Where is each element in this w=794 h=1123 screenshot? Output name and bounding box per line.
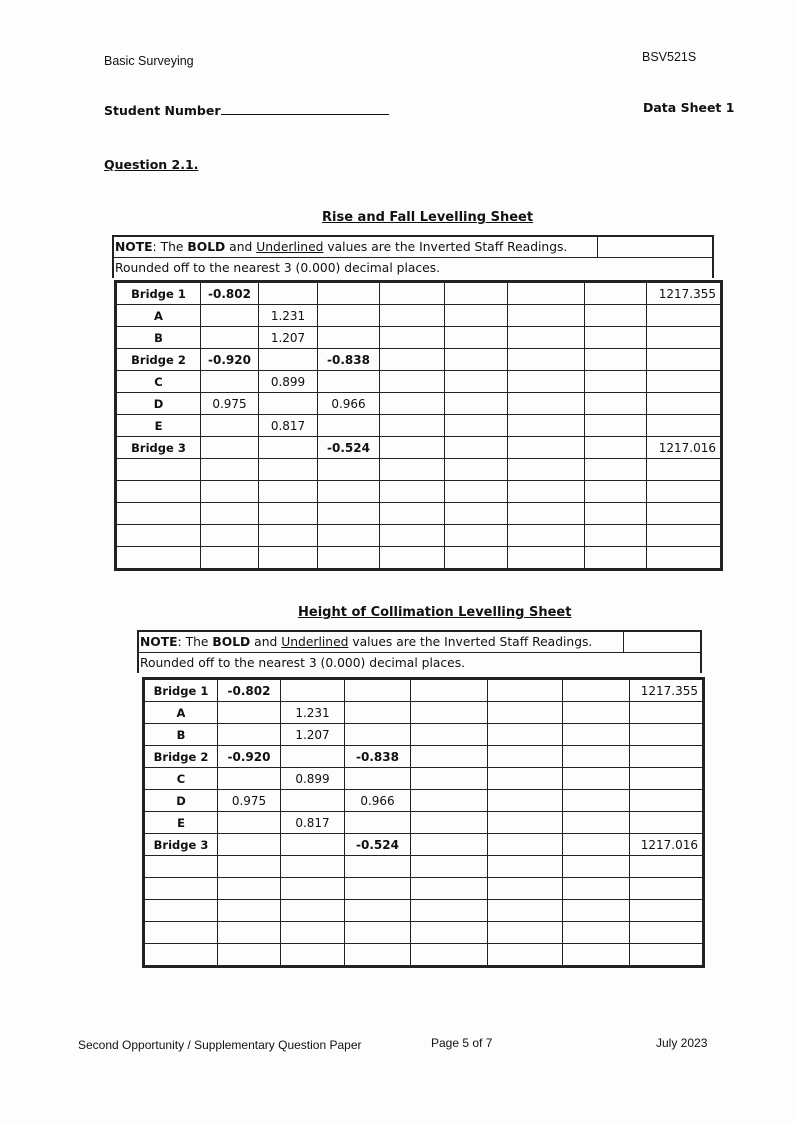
empty-cell bbox=[318, 503, 380, 525]
reading-col-2: 1.231 bbox=[259, 305, 318, 327]
empty-cell bbox=[318, 547, 380, 569]
empty-cell bbox=[259, 525, 318, 547]
empty-cell bbox=[508, 349, 585, 371]
reading-col-2 bbox=[281, 834, 345, 856]
student-number-blank bbox=[221, 104, 389, 115]
reading-col-3 bbox=[345, 768, 411, 790]
reading-col-1 bbox=[201, 327, 259, 349]
blank-row bbox=[145, 856, 703, 878]
empty-cell bbox=[488, 790, 563, 812]
note-line-2: Rounded off to the nearest 3 (0.000) decimal places. bbox=[140, 656, 466, 670]
empty-cell bbox=[380, 305, 445, 327]
empty-cell bbox=[647, 503, 721, 525]
blank-row bbox=[145, 878, 703, 900]
reduced-level bbox=[647, 393, 721, 415]
reduced-level bbox=[630, 746, 703, 768]
empty-cell bbox=[380, 481, 445, 503]
empty-cell bbox=[563, 702, 630, 724]
blank-row bbox=[117, 481, 721, 503]
note-box bbox=[112, 235, 714, 278]
reading-col-1: -0.920 bbox=[201, 349, 259, 371]
empty-cell bbox=[117, 547, 201, 569]
empty-cell bbox=[380, 371, 445, 393]
empty-cell bbox=[411, 900, 488, 922]
reading-col-1: 0.975 bbox=[201, 393, 259, 415]
reading-col-1 bbox=[201, 415, 259, 437]
empty-cell bbox=[508, 525, 585, 547]
empty-cell bbox=[585, 437, 647, 459]
empty-cell bbox=[445, 415, 508, 437]
empty-cell bbox=[218, 900, 281, 922]
blank-row bbox=[117, 459, 721, 481]
empty-cell bbox=[345, 856, 411, 878]
empty-cell bbox=[380, 459, 445, 481]
reading-col-3 bbox=[345, 812, 411, 834]
note-blank-cell bbox=[624, 632, 700, 652]
empty-cell bbox=[117, 525, 201, 547]
empty-cell bbox=[508, 437, 585, 459]
empty-cell bbox=[345, 944, 411, 966]
empty-cell bbox=[145, 944, 218, 966]
reading-col-1: -0.920 bbox=[218, 746, 281, 768]
empty-cell bbox=[411, 856, 488, 878]
table-row bbox=[145, 790, 703, 812]
empty-cell bbox=[488, 922, 563, 944]
table-row bbox=[117, 305, 721, 327]
empty-cell bbox=[411, 768, 488, 790]
station-label: D bbox=[145, 790, 218, 812]
reading-col-1: 0.975 bbox=[218, 790, 281, 812]
footer-page-number: Page 5 of 7 bbox=[431, 1036, 493, 1050]
empty-cell bbox=[259, 459, 318, 481]
empty-cell bbox=[281, 944, 345, 966]
empty-cell bbox=[345, 900, 411, 922]
reading-col-1 bbox=[201, 371, 259, 393]
empty-cell bbox=[488, 856, 563, 878]
empty-cell bbox=[488, 724, 563, 746]
reading-col-2: 1.207 bbox=[281, 724, 345, 746]
empty-cell bbox=[380, 283, 445, 305]
reduced-level bbox=[647, 371, 721, 393]
empty-cell bbox=[488, 746, 563, 768]
reading-col-3: -0.524 bbox=[345, 834, 411, 856]
empty-cell bbox=[585, 503, 647, 525]
table-row bbox=[145, 834, 703, 856]
empty-cell bbox=[259, 503, 318, 525]
empty-cell bbox=[445, 393, 508, 415]
table-row bbox=[117, 283, 721, 305]
empty-cell bbox=[318, 481, 380, 503]
student-number-field bbox=[104, 103, 389, 118]
reading-col-3: 0.966 bbox=[345, 790, 411, 812]
table-row bbox=[117, 415, 721, 437]
empty-cell bbox=[630, 900, 703, 922]
reading-col-1 bbox=[201, 437, 259, 459]
reading-col-1 bbox=[218, 768, 281, 790]
empty-cell bbox=[563, 724, 630, 746]
table-row bbox=[117, 349, 721, 371]
empty-cell bbox=[585, 481, 647, 503]
footer-date: July 2023 bbox=[656, 1036, 708, 1050]
station-label: A bbox=[117, 305, 201, 327]
empty-cell bbox=[508, 547, 585, 569]
empty-cell bbox=[145, 878, 218, 900]
reading-col-1 bbox=[218, 834, 281, 856]
empty-cell bbox=[563, 680, 630, 702]
note-blank-cell bbox=[598, 237, 712, 257]
empty-cell bbox=[445, 437, 508, 459]
empty-cell bbox=[508, 503, 585, 525]
empty-cell bbox=[585, 459, 647, 481]
empty-cell bbox=[380, 525, 445, 547]
reduced-level: 1217.016 bbox=[630, 834, 703, 856]
empty-cell bbox=[445, 503, 508, 525]
table-row bbox=[117, 371, 721, 393]
blank-row bbox=[117, 525, 721, 547]
reading-col-3 bbox=[345, 702, 411, 724]
reading-col-1: -0.802 bbox=[201, 283, 259, 305]
empty-cell bbox=[218, 856, 281, 878]
sheet-title-height-of-collimation: Height of Collimation Levelling Sheet bbox=[298, 605, 572, 620]
empty-cell bbox=[647, 481, 721, 503]
table-row bbox=[145, 746, 703, 768]
empty-cell bbox=[201, 481, 259, 503]
footer-exam-type: Second Opportunity / Supplementary Question Paper bbox=[78, 1038, 362, 1052]
table-row bbox=[145, 812, 703, 834]
empty-cell bbox=[585, 349, 647, 371]
empty-cell bbox=[563, 768, 630, 790]
station-label: D bbox=[117, 393, 201, 415]
empty-cell bbox=[380, 437, 445, 459]
empty-cell bbox=[508, 459, 585, 481]
station-label: B bbox=[145, 724, 218, 746]
empty-cell bbox=[585, 415, 647, 437]
empty-cell bbox=[117, 459, 201, 481]
reduced-level bbox=[630, 702, 703, 724]
reading-col-3: -0.838 bbox=[318, 349, 380, 371]
empty-cell bbox=[411, 922, 488, 944]
student-number-label: Student Number bbox=[104, 103, 221, 118]
table-row bbox=[117, 437, 721, 459]
empty-cell bbox=[411, 746, 488, 768]
station-label: E bbox=[117, 415, 201, 437]
reading-col-3 bbox=[318, 415, 380, 437]
reading-col-2: 0.817 bbox=[259, 415, 318, 437]
station-label: B bbox=[117, 327, 201, 349]
empty-cell bbox=[345, 878, 411, 900]
empty-cell bbox=[630, 922, 703, 944]
empty-cell bbox=[488, 702, 563, 724]
empty-cell bbox=[445, 305, 508, 327]
reading-col-2: 0.899 bbox=[281, 768, 345, 790]
empty-cell bbox=[380, 547, 445, 569]
empty-cell bbox=[508, 481, 585, 503]
empty-cell bbox=[488, 944, 563, 966]
reading-col-2: 0.817 bbox=[281, 812, 345, 834]
station-label: Bridge 2 bbox=[145, 746, 218, 768]
empty-cell bbox=[411, 878, 488, 900]
reading-col-1 bbox=[218, 812, 281, 834]
empty-cell bbox=[380, 393, 445, 415]
note-box bbox=[137, 630, 702, 673]
sheet-title-rise-fall: Rise and Fall Levelling Sheet bbox=[322, 210, 534, 225]
empty-cell bbox=[201, 547, 259, 569]
empty-cell bbox=[318, 525, 380, 547]
reduced-level bbox=[647, 327, 721, 349]
empty-cell bbox=[218, 878, 281, 900]
reduced-level bbox=[630, 768, 703, 790]
empty-cell bbox=[145, 900, 218, 922]
table-row bbox=[145, 724, 703, 746]
empty-cell bbox=[259, 547, 318, 569]
empty-cell bbox=[585, 525, 647, 547]
reading-col-3 bbox=[318, 327, 380, 349]
station-label: Bridge 1 bbox=[145, 680, 218, 702]
reading-col-1 bbox=[218, 724, 281, 746]
empty-cell bbox=[563, 812, 630, 834]
reading-col-2 bbox=[259, 349, 318, 371]
course-title: Basic Surveying bbox=[104, 54, 194, 68]
table-body bbox=[117, 283, 721, 569]
empty-cell bbox=[380, 503, 445, 525]
station-label: C bbox=[117, 371, 201, 393]
empty-cell bbox=[488, 878, 563, 900]
empty-cell bbox=[563, 878, 630, 900]
empty-cell bbox=[145, 922, 218, 944]
reading-col-2: 0.899 bbox=[259, 371, 318, 393]
reduced-level bbox=[630, 812, 703, 834]
empty-cell bbox=[508, 415, 585, 437]
table-body bbox=[145, 680, 703, 966]
empty-cell bbox=[411, 680, 488, 702]
blank-row bbox=[145, 900, 703, 922]
empty-cell bbox=[281, 878, 345, 900]
empty-cell bbox=[201, 459, 259, 481]
empty-cell bbox=[488, 834, 563, 856]
empty-cell bbox=[585, 327, 647, 349]
reading-col-2 bbox=[281, 746, 345, 768]
note-line-2: Rounded off to the nearest 3 (0.000) decimal places. bbox=[115, 261, 441, 275]
empty-cell bbox=[647, 459, 721, 481]
station-label: Bridge 2 bbox=[117, 349, 201, 371]
empty-cell bbox=[380, 327, 445, 349]
empty-cell bbox=[445, 283, 508, 305]
empty-cell bbox=[380, 349, 445, 371]
table-row bbox=[117, 327, 721, 349]
reading-col-2: 1.207 bbox=[259, 327, 318, 349]
table-row bbox=[145, 768, 703, 790]
empty-cell bbox=[647, 525, 721, 547]
empty-cell bbox=[411, 812, 488, 834]
empty-cell bbox=[488, 900, 563, 922]
empty-cell bbox=[585, 547, 647, 569]
empty-cell bbox=[585, 371, 647, 393]
empty-cell bbox=[585, 305, 647, 327]
empty-cell bbox=[508, 393, 585, 415]
reading-col-3: -0.524 bbox=[318, 437, 380, 459]
empty-cell bbox=[201, 525, 259, 547]
empty-cell bbox=[563, 746, 630, 768]
empty-cell bbox=[117, 481, 201, 503]
note-line-1: NOTE: The BOLD and Underlined values are the Inverted Staff Readings. bbox=[114, 237, 598, 257]
table-row bbox=[145, 680, 703, 702]
empty-cell bbox=[445, 525, 508, 547]
empty-cell bbox=[281, 856, 345, 878]
empty-cell bbox=[508, 305, 585, 327]
empty-cell bbox=[630, 878, 703, 900]
blank-row bbox=[117, 547, 721, 569]
reduced-level bbox=[630, 724, 703, 746]
reading-col-2 bbox=[281, 680, 345, 702]
empty-cell bbox=[563, 790, 630, 812]
reading-col-2 bbox=[259, 437, 318, 459]
empty-cell bbox=[259, 481, 318, 503]
reading-col-3 bbox=[318, 371, 380, 393]
empty-cell bbox=[563, 856, 630, 878]
empty-cell bbox=[445, 349, 508, 371]
empty-cell bbox=[318, 459, 380, 481]
reduced-level bbox=[647, 305, 721, 327]
reading-col-1 bbox=[218, 702, 281, 724]
station-label: Bridge 1 bbox=[117, 283, 201, 305]
reading-col-2 bbox=[259, 283, 318, 305]
empty-cell bbox=[585, 393, 647, 415]
empty-cell bbox=[508, 283, 585, 305]
empty-cell bbox=[218, 944, 281, 966]
reading-col-1: -0.802 bbox=[218, 680, 281, 702]
reduced-level bbox=[647, 349, 721, 371]
empty-cell bbox=[563, 922, 630, 944]
empty-cell bbox=[145, 856, 218, 878]
reading-col-3 bbox=[345, 680, 411, 702]
reading-col-3: 0.966 bbox=[318, 393, 380, 415]
empty-cell bbox=[445, 459, 508, 481]
reading-col-2 bbox=[259, 393, 318, 415]
course-code: BSV521S bbox=[642, 50, 697, 64]
empty-cell bbox=[445, 547, 508, 569]
station-label: C bbox=[145, 768, 218, 790]
empty-cell bbox=[411, 724, 488, 746]
empty-cell bbox=[445, 327, 508, 349]
station-label: E bbox=[145, 812, 218, 834]
blank-row bbox=[145, 922, 703, 944]
reduced-level: 1217.355 bbox=[647, 283, 721, 305]
empty-cell bbox=[380, 415, 445, 437]
empty-cell bbox=[585, 283, 647, 305]
question-label: Question 2.1. bbox=[104, 157, 199, 172]
empty-cell bbox=[281, 900, 345, 922]
reduced-level bbox=[630, 790, 703, 812]
empty-cell bbox=[630, 944, 703, 966]
data-sheet-label: Data Sheet 1 bbox=[643, 100, 735, 115]
station-label: A bbox=[145, 702, 218, 724]
station-label: Bridge 3 bbox=[117, 437, 201, 459]
reading-col-3: -0.838 bbox=[345, 746, 411, 768]
note-line-1: NOTE: The BOLD and Underlined values are the Inverted Staff Readings. bbox=[139, 632, 624, 652]
reduced-level bbox=[647, 415, 721, 437]
empty-cell bbox=[508, 327, 585, 349]
empty-cell bbox=[218, 922, 281, 944]
empty-cell bbox=[117, 503, 201, 525]
station-label: Bridge 3 bbox=[145, 834, 218, 856]
empty-cell bbox=[281, 922, 345, 944]
reading-col-3 bbox=[318, 283, 380, 305]
empty-cell bbox=[411, 790, 488, 812]
levelling-table-height-of-collimation bbox=[142, 677, 705, 968]
empty-cell bbox=[445, 371, 508, 393]
empty-cell bbox=[411, 944, 488, 966]
empty-cell bbox=[647, 547, 721, 569]
blank-row bbox=[145, 944, 703, 966]
reduced-level: 1217.355 bbox=[630, 680, 703, 702]
empty-cell bbox=[508, 371, 585, 393]
empty-cell bbox=[563, 900, 630, 922]
reading-col-3 bbox=[318, 305, 380, 327]
table-row bbox=[117, 393, 721, 415]
reading-col-2: 1.231 bbox=[281, 702, 345, 724]
reduced-level: 1217.016 bbox=[647, 437, 721, 459]
empty-cell bbox=[488, 680, 563, 702]
empty-cell bbox=[201, 503, 259, 525]
empty-cell bbox=[488, 768, 563, 790]
empty-cell bbox=[411, 834, 488, 856]
empty-cell bbox=[563, 834, 630, 856]
levelling-table-rise-fall bbox=[114, 280, 723, 571]
reading-col-2 bbox=[281, 790, 345, 812]
table-row bbox=[145, 702, 703, 724]
reading-col-3 bbox=[345, 724, 411, 746]
empty-cell bbox=[488, 812, 563, 834]
blank-row bbox=[117, 503, 721, 525]
empty-cell bbox=[345, 922, 411, 944]
empty-cell bbox=[563, 944, 630, 966]
empty-cell bbox=[630, 856, 703, 878]
reading-col-1 bbox=[201, 305, 259, 327]
empty-cell bbox=[445, 481, 508, 503]
empty-cell bbox=[411, 702, 488, 724]
